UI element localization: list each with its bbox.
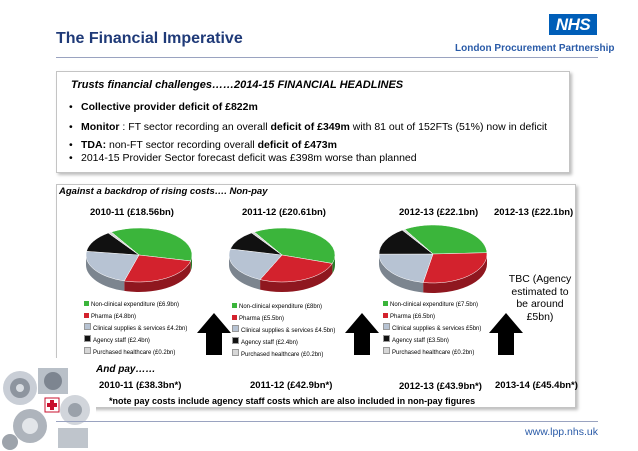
legend-entry xyxy=(84,311,187,323)
headline-text-run: deficit of £473m xyxy=(257,139,337,151)
legend-swatch xyxy=(383,313,388,318)
legend-entry xyxy=(383,311,481,323)
pay-year-label: 2013-14 (£45.4bn*) xyxy=(495,380,578,391)
legend-entry xyxy=(84,335,187,347)
legend-label: Purchased healthcare (£0.2bn) xyxy=(392,350,475,356)
headline-bullet-text xyxy=(81,139,337,151)
footer-url[interactable]: www.lpp.nhs.uk xyxy=(525,426,598,438)
legend-label: Clinical supplies & services £5bn) xyxy=(392,326,482,332)
legend-label: Pharma (£6.5bn) xyxy=(390,314,436,320)
footer-divider xyxy=(56,421,598,422)
legend-label: Non-clinical expenditure (£8bn) xyxy=(239,304,323,310)
legend-swatch xyxy=(383,323,390,330)
legend-swatch xyxy=(383,347,390,354)
headline-bullet-text xyxy=(81,101,258,113)
nhs-logo: NHS xyxy=(549,14,597,35)
legend-label: Non-clinical expenditure (£6.9bn) xyxy=(91,302,180,308)
legend-entry xyxy=(232,313,335,325)
pay-year-label: 2010-11 (£38.3bn*) xyxy=(99,380,182,391)
headline-text-run: Monitor xyxy=(81,121,120,133)
pie-chart-2010-11 xyxy=(84,226,194,294)
pie-legend xyxy=(383,299,481,359)
nonpay-title: Against a backdrop of rising costs…. Non-pay xyxy=(59,186,268,197)
legend-entry xyxy=(232,325,335,337)
pie-chart-2011-12 xyxy=(227,226,337,294)
headline-bullet-2: • Monitor : FT sector recording an overall deficit of £349m with 81 out of 152FTs (51%) now in deficit xyxy=(69,121,548,133)
headline-bullet-text xyxy=(81,121,547,133)
legend-entry xyxy=(84,299,187,311)
org-name: London Procurement Partnership xyxy=(455,43,615,54)
headlines-title: Trusts financial challenges……2014-15 FINANCIAL HEADLINES xyxy=(71,79,404,91)
nonpay-year-label: 2012-13 (£22.1bn) xyxy=(399,207,479,218)
pay-footnote: *note pay costs include agency staff costs which are also included in non-pay figures xyxy=(109,396,476,406)
tbc-note: TBC (Agency estimated to be around £5bn) xyxy=(508,273,572,323)
legend-label: Agency staff (£2.4bn) xyxy=(93,338,150,344)
legend-swatch xyxy=(84,347,91,354)
pay-year-label: 2012-13 (£43.9bn*) xyxy=(399,381,482,392)
headline-bullet-1: • Collective provider deficit of £822m xyxy=(69,101,258,113)
legend-entry xyxy=(383,323,481,335)
headline-text-run: with 81 out of 152FTs (51%) now in deficit xyxy=(349,121,548,133)
headline-text-run: : FT sector recording an overall xyxy=(119,121,271,133)
headline-text-run: TDA: xyxy=(81,139,107,151)
headline-bullet-4: • 2014-15 Provider Sector forecast deficit was £398m worse than planned xyxy=(69,152,417,164)
nonpay-year-label: 2011-12 (£20.61bn) xyxy=(242,207,326,218)
legend-entry xyxy=(383,335,481,347)
legend-entry xyxy=(383,299,481,311)
legend-swatch xyxy=(232,337,239,344)
legend-swatch xyxy=(84,313,89,318)
legend-entry xyxy=(232,301,335,313)
medical-equipment-collage-image xyxy=(0,358,96,451)
legend-label: Non-clinical expenditure (£7.5bn) xyxy=(390,302,479,308)
legend-entry xyxy=(232,349,335,361)
legend-swatch xyxy=(383,301,388,306)
headlines-panel xyxy=(56,71,570,173)
legend-label: Pharma (£4.8bn) xyxy=(91,314,137,320)
legend-label: Purchased healthcare (£0.2bn) xyxy=(241,352,324,358)
legend-entry xyxy=(84,347,187,359)
legend-label: Pharma (£5.5bn) xyxy=(239,316,285,322)
pay-title: And pay…… xyxy=(96,364,156,375)
legend-entry xyxy=(84,323,187,335)
legend-label: Agency staff (£3.5bn) xyxy=(392,338,449,344)
headline-text-run: non-FT sector recording overall xyxy=(106,139,258,151)
headline-text-run: Collective provider deficit of £822m xyxy=(81,101,258,113)
up-arrow-icon xyxy=(196,312,232,356)
header-divider xyxy=(56,57,598,58)
legend-label: Clinical supplies & services £4.2bn) xyxy=(93,326,188,332)
legend-swatch xyxy=(84,323,91,330)
pie-chart-2012-13 xyxy=(377,223,489,295)
legend-swatch xyxy=(232,325,239,332)
page-title: The Financial Imperative xyxy=(56,30,243,47)
legend-entry xyxy=(383,347,481,359)
legend-swatch xyxy=(232,303,237,308)
legend-entry xyxy=(232,337,335,349)
headline-text-run: 2014-15 Provider Sector forecast deficit was £398m worse than planned xyxy=(81,152,417,164)
legend-swatch xyxy=(232,349,239,356)
pie-legend xyxy=(232,301,335,361)
nonpay-year-label: 2012-13 (£22.1bn) xyxy=(494,207,574,218)
legend-swatch xyxy=(383,335,390,342)
legend-label: Purchased healthcare (£0.2bn) xyxy=(93,350,176,356)
pay-year-label: 2011-12 (£42.9bn*) xyxy=(250,380,333,391)
headline-bullet-text xyxy=(81,152,417,164)
legend-swatch xyxy=(232,315,237,320)
headline-text-run: deficit of £349m xyxy=(270,121,350,133)
headline-bullet-3: • TDA: non-FT sector recording overall deficit of £473m xyxy=(69,139,337,151)
up-arrow-icon xyxy=(344,312,380,356)
legend-swatch xyxy=(84,335,91,342)
nonpay-year-label: 2010-11 (£18.56bn) xyxy=(90,207,174,218)
legend-swatch xyxy=(84,301,89,306)
legend-label: Clinical supplies & services £4.5bn) xyxy=(241,328,336,334)
pie-legend xyxy=(84,299,187,359)
legend-label: Agency staff (£2.4bn) xyxy=(241,340,298,346)
